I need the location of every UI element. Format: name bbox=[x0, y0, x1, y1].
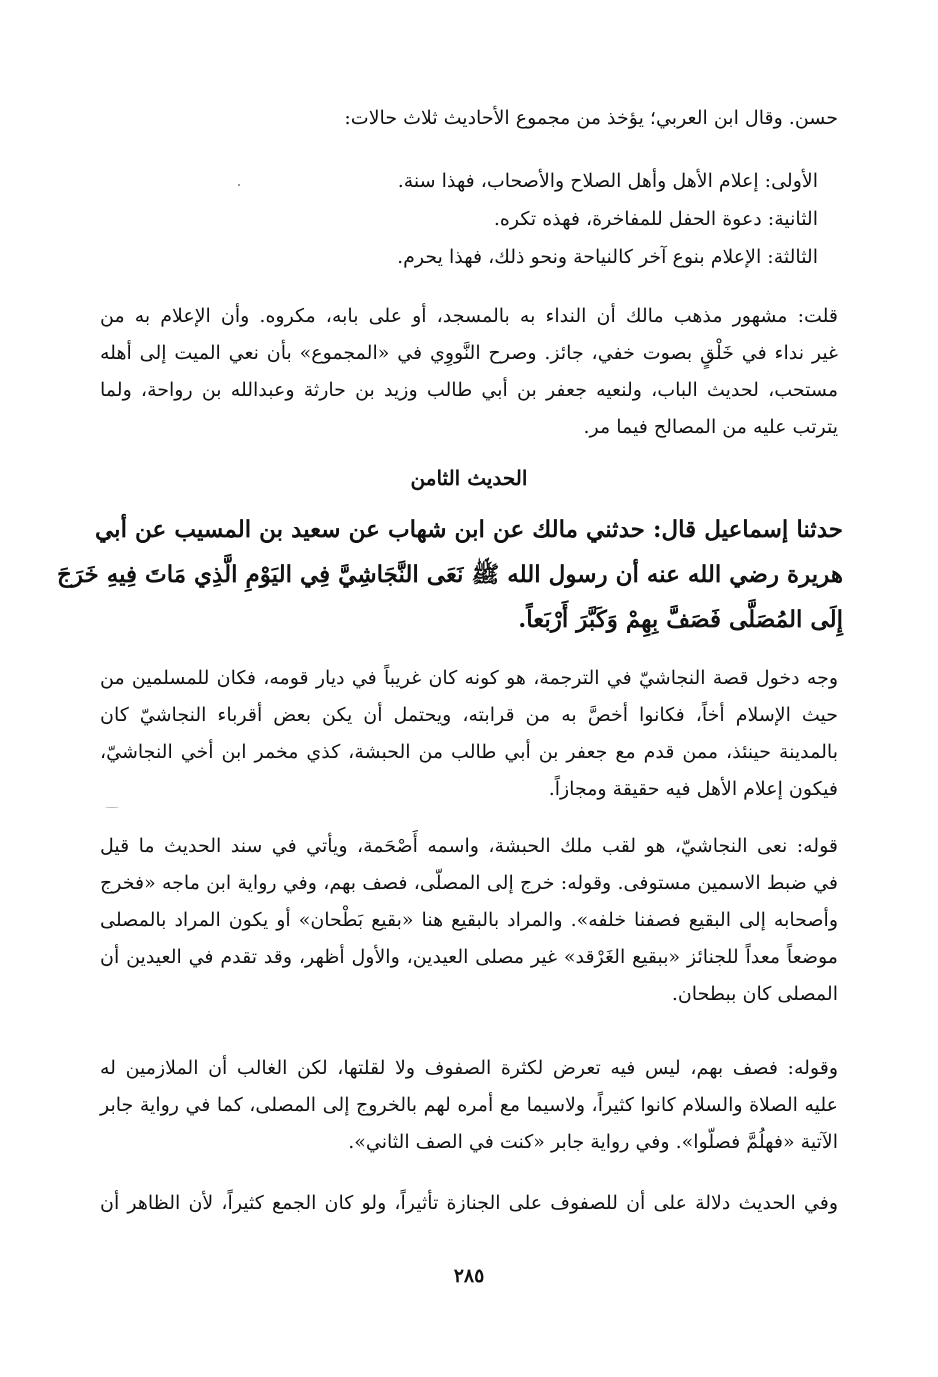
text-line: موضعاً معداً للجنائز «ببقيع الغَرْقد» غير مصلى العيدين، والأول أظهر، وقد تقدم في العيدين أن bbox=[100, 946, 838, 968]
hadith-line: إِلَى المُصَلَّى فَصَفَّ بِهِمْ وَكَبَّرَ أَرْبَعاً. bbox=[518, 606, 843, 633]
case-item: الثالثة: الإعلام بنوع آخر كالنياحة ونحو ذلك، فهذا يحرم. bbox=[397, 246, 818, 268]
text-line: قلت: مشهور مذهب مالك أن النداء به بالمسجد، أو على بابه، مكروه. وأن الإعلام به من bbox=[100, 305, 838, 327]
hadith-line: هريرة رضي الله عنه أن رسول الله ﷺ نَعَى النَّجَاشِيَّ فِي اليَوْمِ الَّذِي مَاتَ فِيهِ خَرَجَ bbox=[57, 561, 843, 588]
text-line: غير نداء في خَلْقٍ بصوت خفي، جائز. وصرح النَّووِي في «المجموع» بأن نعي الميت إلى أهله bbox=[100, 342, 838, 364]
paragraph-note bbox=[100, 298, 838, 446]
scan-speck bbox=[105, 807, 119, 808]
text-line: وجه دخول قصة النجاشيّ في الترجمة، هو كونه كان غريباً في ديار قومه، فكان للمسلمين من bbox=[100, 667, 838, 689]
intro-line: حسن. وقال ابن العربي؛ يؤخذ من مجموع الأحاديث ثلاث حالات: bbox=[344, 107, 838, 129]
text-line: في ضبط الاسمين مستوفى. وقوله: خرج إلى المصلّى، فصف بهم، وفي رواية ابن ماجه «فخرج bbox=[100, 872, 838, 894]
paragraph-rows bbox=[100, 1050, 838, 1161]
text-line: يترتب عليه من المصالح فيما مر. bbox=[583, 416, 838, 438]
text-line: الآتية «فهلُمَّ فصلّوا». وفي رواية جابر «كنت في الصف الثاني». bbox=[348, 1131, 838, 1153]
paragraph-explanation bbox=[100, 660, 838, 808]
paragraph-commentary bbox=[100, 828, 838, 1013]
text-line: وقوله: فصف بهم، ليس فيه تعرض لكثرة الصفوف ولا لقلتها، لكن الغالب أن الملازمين له bbox=[100, 1057, 838, 1079]
case-item: الثانية: دعوة الحفل للمفاخرة، فهذه تكره. bbox=[493, 208, 818, 230]
text-line: المصلى كان ببطحان. bbox=[671, 983, 838, 1005]
paragraph-conclusion bbox=[100, 1185, 838, 1222]
intro-paragraph bbox=[100, 100, 838, 137]
case-item: الأولى: إعلام الأهل وأهل الصلاح والأصحاب، فهذا سنة. bbox=[397, 170, 818, 192]
text-line: حيث الإسلام أخاً، فكانوا أخصَّ به من قرابته، ويحتمل أن يكن بعض أقرباء النجاشيّ كان bbox=[100, 704, 838, 726]
hadith-line: حدثنا إسماعيل قال: حدثني مالك عن ابن شهاب عن سعيد بن المسيب عن أبي bbox=[95, 516, 843, 543]
cases-list bbox=[298, 162, 818, 276]
hadith-text bbox=[57, 507, 843, 642]
text-line: بالمدينة حينئذ، ممن قدم مع جعفر بن أبي طالب من الحبشة، كذي مخمر ابن أخي النجاشيّ، bbox=[100, 741, 838, 763]
text-line: عليه الصلاة والسلام كانوا كثيراً، ولاسيما مع أمره لهم بالخروج إلى المصلى، كما في رواية جابر bbox=[100, 1094, 838, 1116]
scan-speck bbox=[238, 184, 240, 186]
text-line: مستحب، لحديث الباب، ولنعيه جعفر بن أبي طالب وزيد بن حارثة وعبدالله بن رواحة، ولما bbox=[100, 379, 838, 401]
text-line: وفي الحديث دلالة على أن للصفوف على الجنازة تأثيراً، ولو كان الجمع كثيراً، لأن الظاهر أن bbox=[100, 1192, 838, 1214]
text-line: وأصحابه إلى البقيع فصفنا خلفه». والمراد بالبقيع هنا «بقيع بَطْحان» أو يكون المراد بالمصلى bbox=[100, 909, 838, 931]
page-number: ٢٨٥ bbox=[453, 1265, 485, 1287]
text-line: فيكون إعلام الأهل فيه حقيقة ومجازاً. bbox=[548, 778, 838, 800]
text-line: قوله: نعى النجاشيّ، هو لقب ملك الحبشة، واسمه أَصْحَمة، ويأتي في سند الحديث ما قيل bbox=[100, 835, 838, 857]
section-heading: الحديث الثامن bbox=[410, 466, 528, 490]
